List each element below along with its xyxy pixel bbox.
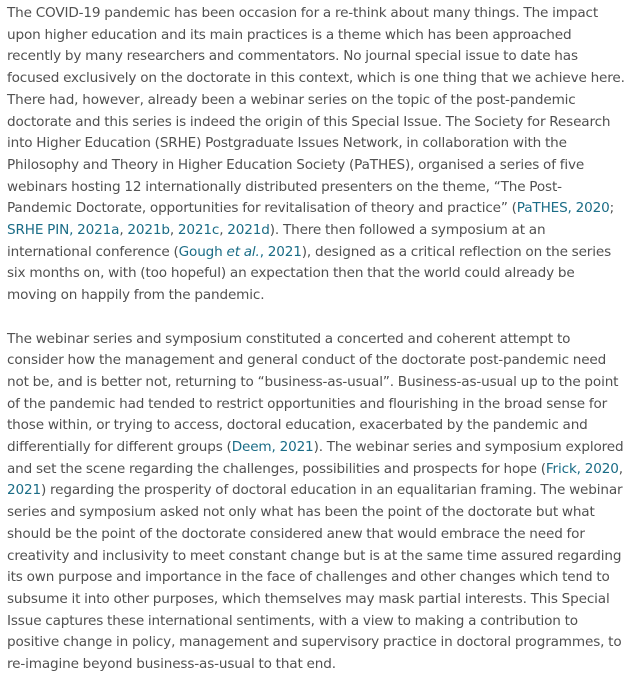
citation-pathes-2020[interactable]: PaTHES, 2020 xyxy=(516,200,610,217)
citation-frick-2021[interactable]: 2021 xyxy=(7,482,41,499)
citation-gough-2021[interactable] xyxy=(179,244,302,260)
citation-gough-year: , 2021 xyxy=(259,243,302,260)
paragraph-1-text-2: ). There then followed a symposium at an international conference ( xyxy=(7,222,546,260)
citation-separator: , xyxy=(618,460,623,477)
paragraph-2-text-1: The webinar series and symposium constituted a concerted and coherent attempt to consider how the management and general conduct of the doctorate post-pandemic need not be, and is better not, returning to “business-as-usual”. Business-as-usual up to the point of the pandemic had tended to restrict opportunities and flourishing in the broad sense for those within, or trying to access, doctoral education, exacerbated by the pandemic and differentially for different groups ( xyxy=(7,330,619,456)
citation-srhe-pin-2021c[interactable]: 2021c xyxy=(177,222,220,239)
citation-gough-name: Gough xyxy=(178,243,227,260)
citation-separator: , xyxy=(119,222,128,239)
citation-separator: ; xyxy=(609,200,615,217)
citation-srhe-pin-2021b[interactable]: 2021b xyxy=(127,222,170,239)
citation-deem-2021[interactable]: Deem, 2021 xyxy=(231,439,314,456)
citation-srhe-pin-2021d[interactable]: 2021d xyxy=(227,222,270,239)
citation-separator: , xyxy=(219,222,228,239)
paragraph-2-text-3: ) regarding the prosperity of doctoral education in an equalitarian framing. The webinar series and symposium asked not only what has been the point of the doctorate but what should be the point of the doctorate considered anew that would embrace the need for creativity and inclusivity to meet constant change but is at the same time assured regarding its own purpose and importance in the face of challenges and other changes which tend to subsume it into other purposes, which themselves may mask partial interests. This Special Issue captures these international sentiments, with a view to making a contribution to positive change in policy, management and supervisory practice in doctoral programmes, to re-imagine beyond business-as-usual to that end. xyxy=(7,482,623,673)
paragraph-2 xyxy=(7,329,625,676)
citation-srhe-pin-2021a[interactable]: SRHE PIN, 2021a xyxy=(7,222,120,239)
paragraph-2-text-2: ). The webinar series and symposium explored and set the scene regarding the challenges, possibilities and prospects for hope ( xyxy=(7,439,624,477)
paragraph-1-text-3: ), designed as a critical reflection on the series six months on, with (too hopeful) an expectation then that the world could already be moving on happily from the pandemic. xyxy=(7,243,612,304)
citation-separator: , xyxy=(169,222,178,239)
citation-gough-etal: et al. xyxy=(226,243,260,260)
paragraph-1 xyxy=(7,0,625,307)
citation-frick-2020[interactable]: Frick, 2020 xyxy=(545,460,619,477)
paragraph-1-text-1: The COVID-19 pandemic has been occasion for a re-think about many things. The impact upon higher education and its main practices is a theme which has been approached recently by many researchers and commentators. No journal special issue to date has focused exclusively on the doctorate in this context, which is one thing that we achieve here. There had, however, already been a webinar series on the topic of the post-pandemic doctorate and this series is indeed the origin of this Special Issue. The Society for Research into Higher Education (SRHE) Postgraduate Issues Network, in collaboration with the Philosophy and Theory in Higher Education Society (PaTHES), organised a series of five webinars hosting 12 internationally distributed presenters on the theme, “The Post-Pandemic Doctorate, opportunities for revitalisation of theory and practice” ( xyxy=(7,5,625,217)
